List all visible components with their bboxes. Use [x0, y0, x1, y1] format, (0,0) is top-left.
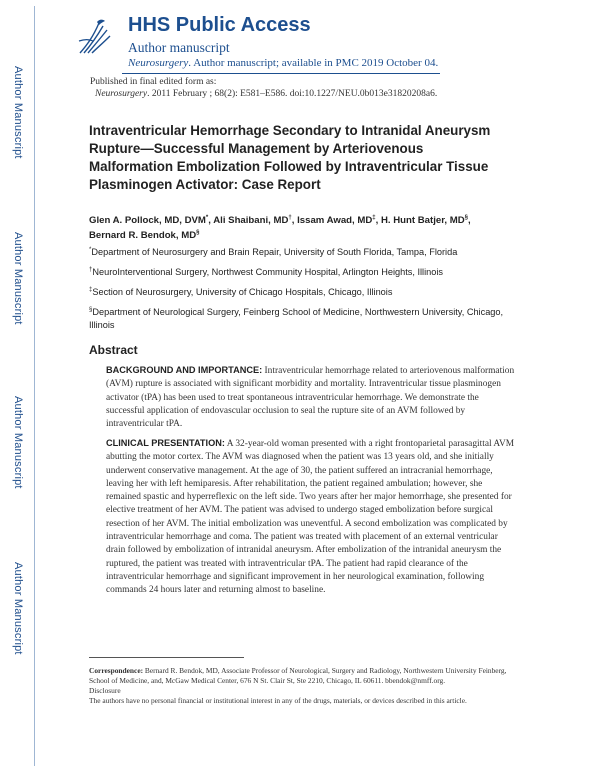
correspondence-label: Correspondence:	[89, 666, 144, 675]
author-mark: §	[464, 215, 469, 221]
affiliation	[89, 304, 529, 332]
affiliation	[89, 244, 529, 259]
affiliation-text: Department of Neurological Surgery, Feinberg School of Medicine, Northwestern University, Chicago, Illinois	[89, 307, 504, 331]
header-title: HHS Public Access	[128, 14, 311, 36]
author-name: Issam Awad, MD	[297, 215, 373, 227]
author-name: Glen A. Pollock, MD, DVM	[89, 215, 206, 227]
citation-journal: Neurosurgery	[95, 89, 148, 99]
affiliation-text: Department of Neurosurgery and Brain Repair, University of South Florida, Tampa, Florida	[91, 247, 458, 258]
abstract-heading: Abstract	[89, 343, 138, 357]
author-separator: ,	[375, 215, 381, 227]
published-line: Published in final edited form as:	[90, 77, 217, 87]
author-name: H. Hunt Batjer, MD	[380, 215, 465, 227]
header-journal: Neurosurgery	[128, 57, 189, 69]
author-name: Ali Shaibani, MD	[213, 215, 289, 227]
author-separator: ,	[468, 215, 471, 227]
author-list	[89, 212, 519, 242]
correspondence-text: Bernard R. Bendok, MD, Associate Professor of Neurological, Surgery and Radiology, Northwestern University Feinberg, School of Medicine, and, McGaw Medical Center, 676 N St. Clair St, Ste 2210, Chicago, IL 60611. bbendok@nmff.org.	[89, 666, 507, 685]
author-separator: ,	[208, 215, 214, 227]
disclosure-text: The authors have no personal financial or institutional interest in any of the drugs, materials, or devices described in this article.	[89, 696, 467, 705]
citation-text: . 2011 February ; 68(2): E581–E586. doi:10.1227/NEU.0b013e31820208a6.	[147, 89, 438, 99]
sidebar-author-manuscript-label: Author Manuscript	[12, 66, 24, 159]
abstract-section-label: CLINICAL PRESENTATION:	[106, 438, 225, 448]
affiliation-text: Section of Neurosurgery, University of Chicago Hospitals, Chicago, Illinois	[92, 287, 393, 298]
sidebar-author-manuscript-label: Author Manuscript	[12, 396, 24, 489]
header-subtitle: Author manuscript	[128, 40, 230, 55]
author-mark: §	[196, 230, 200, 237]
hhs-eagle-logo-icon	[77, 17, 113, 57]
author-name: Bernard R. Bendok, MD	[89, 230, 197, 242]
abstract-section-label: BACKGROUND AND IMPORTANCE:	[106, 365, 263, 375]
abstract-section-text: Intraventricular hemorrhage related to arteriovenous malformation (AVM) rupture is associated with significant morbidity and mortality. Intraventricular tissue plasminogen activator (tPA) has been used to treat spontaneous intraventricular hemorrhage. We demonstrate the successful application of endovascular occlusion to seal the rupture site of an AVM followed by intraventricular tPA.	[106, 366, 515, 430]
affiliation-text: NeuroInterventional Surgery, Northwest Community Hospital, Arlington Heights, Illinois	[92, 267, 443, 278]
header-availability-text: . Author manuscript; available in PMC 2019 October 04.	[188, 57, 439, 69]
sidebar-divider	[34, 6, 35, 766]
author-separator: ,	[291, 215, 298, 227]
affiliation-mark: §	[89, 307, 93, 313]
header-rule	[122, 73, 440, 74]
affiliation-mark: ‡	[89, 287, 93, 293]
affiliation	[89, 284, 529, 299]
affiliation	[89, 264, 529, 279]
abstract-background-paragraph	[106, 364, 518, 431]
correspondence-footnote	[89, 666, 509, 686]
author-mark: *	[205, 215, 209, 221]
abstract-section-text: A 32-year-old woman presented with a right frontoparietal parasagittal AVM abutting the motor cortex. The AVM was diagnosed when the patient was 13 years old, and she initially underwent conservative management. At the age of 30, the patient suffered an intracranial hemorrhage, leaving her with left hemiparesis. After rehabilitation, the patient regained ambulation; however, she remained spastic and hyperreflexic on the left side. Two years after her major hemorrhage, she presented for elective treatment of her AVM. The patient was advised to undergo staged embolization before surgical resection of her AVM. The initial embolization was uneventful. A second embolization was complicated by intraventricular hemorrhage and coma. The patient was treated with placement of an external ventricular drain followed by embolization of intranidal aneurysm. After embolization of the intranidal aneurysm the ruptured, the patient was treated with intraventricular tPA. The patient had rapid clearance of the intraventricular hemorrhage and significant improvement in her neurological examination, following commands 24 hours later and returning almost to baseline.	[106, 439, 515, 596]
footnote-rule	[89, 657, 244, 658]
affiliation-mark: †	[89, 267, 93, 273]
citation-line	[95, 89, 437, 99]
author-mark: ‡	[372, 215, 376, 221]
sidebar-author-manuscript-label: Author Manuscript	[12, 562, 24, 655]
disclosure-label: Disclosure	[89, 686, 121, 695]
affiliation-mark: *	[89, 247, 92, 253]
sidebar-author-manuscript-label: Author Manuscript	[12, 232, 24, 325]
abstract-clinical-paragraph	[106, 437, 518, 598]
article-title: Intraventricular Hemorrhage Secondary to Intranidal Aneurysm Rupture—Successful Management by Arteriovenous Malformation Embolization Followed by Intraventricular Tissue Plasminogen Activator: Case Report	[89, 123, 491, 192]
author-mark: †	[288, 215, 292, 221]
header-availability	[128, 57, 438, 69]
